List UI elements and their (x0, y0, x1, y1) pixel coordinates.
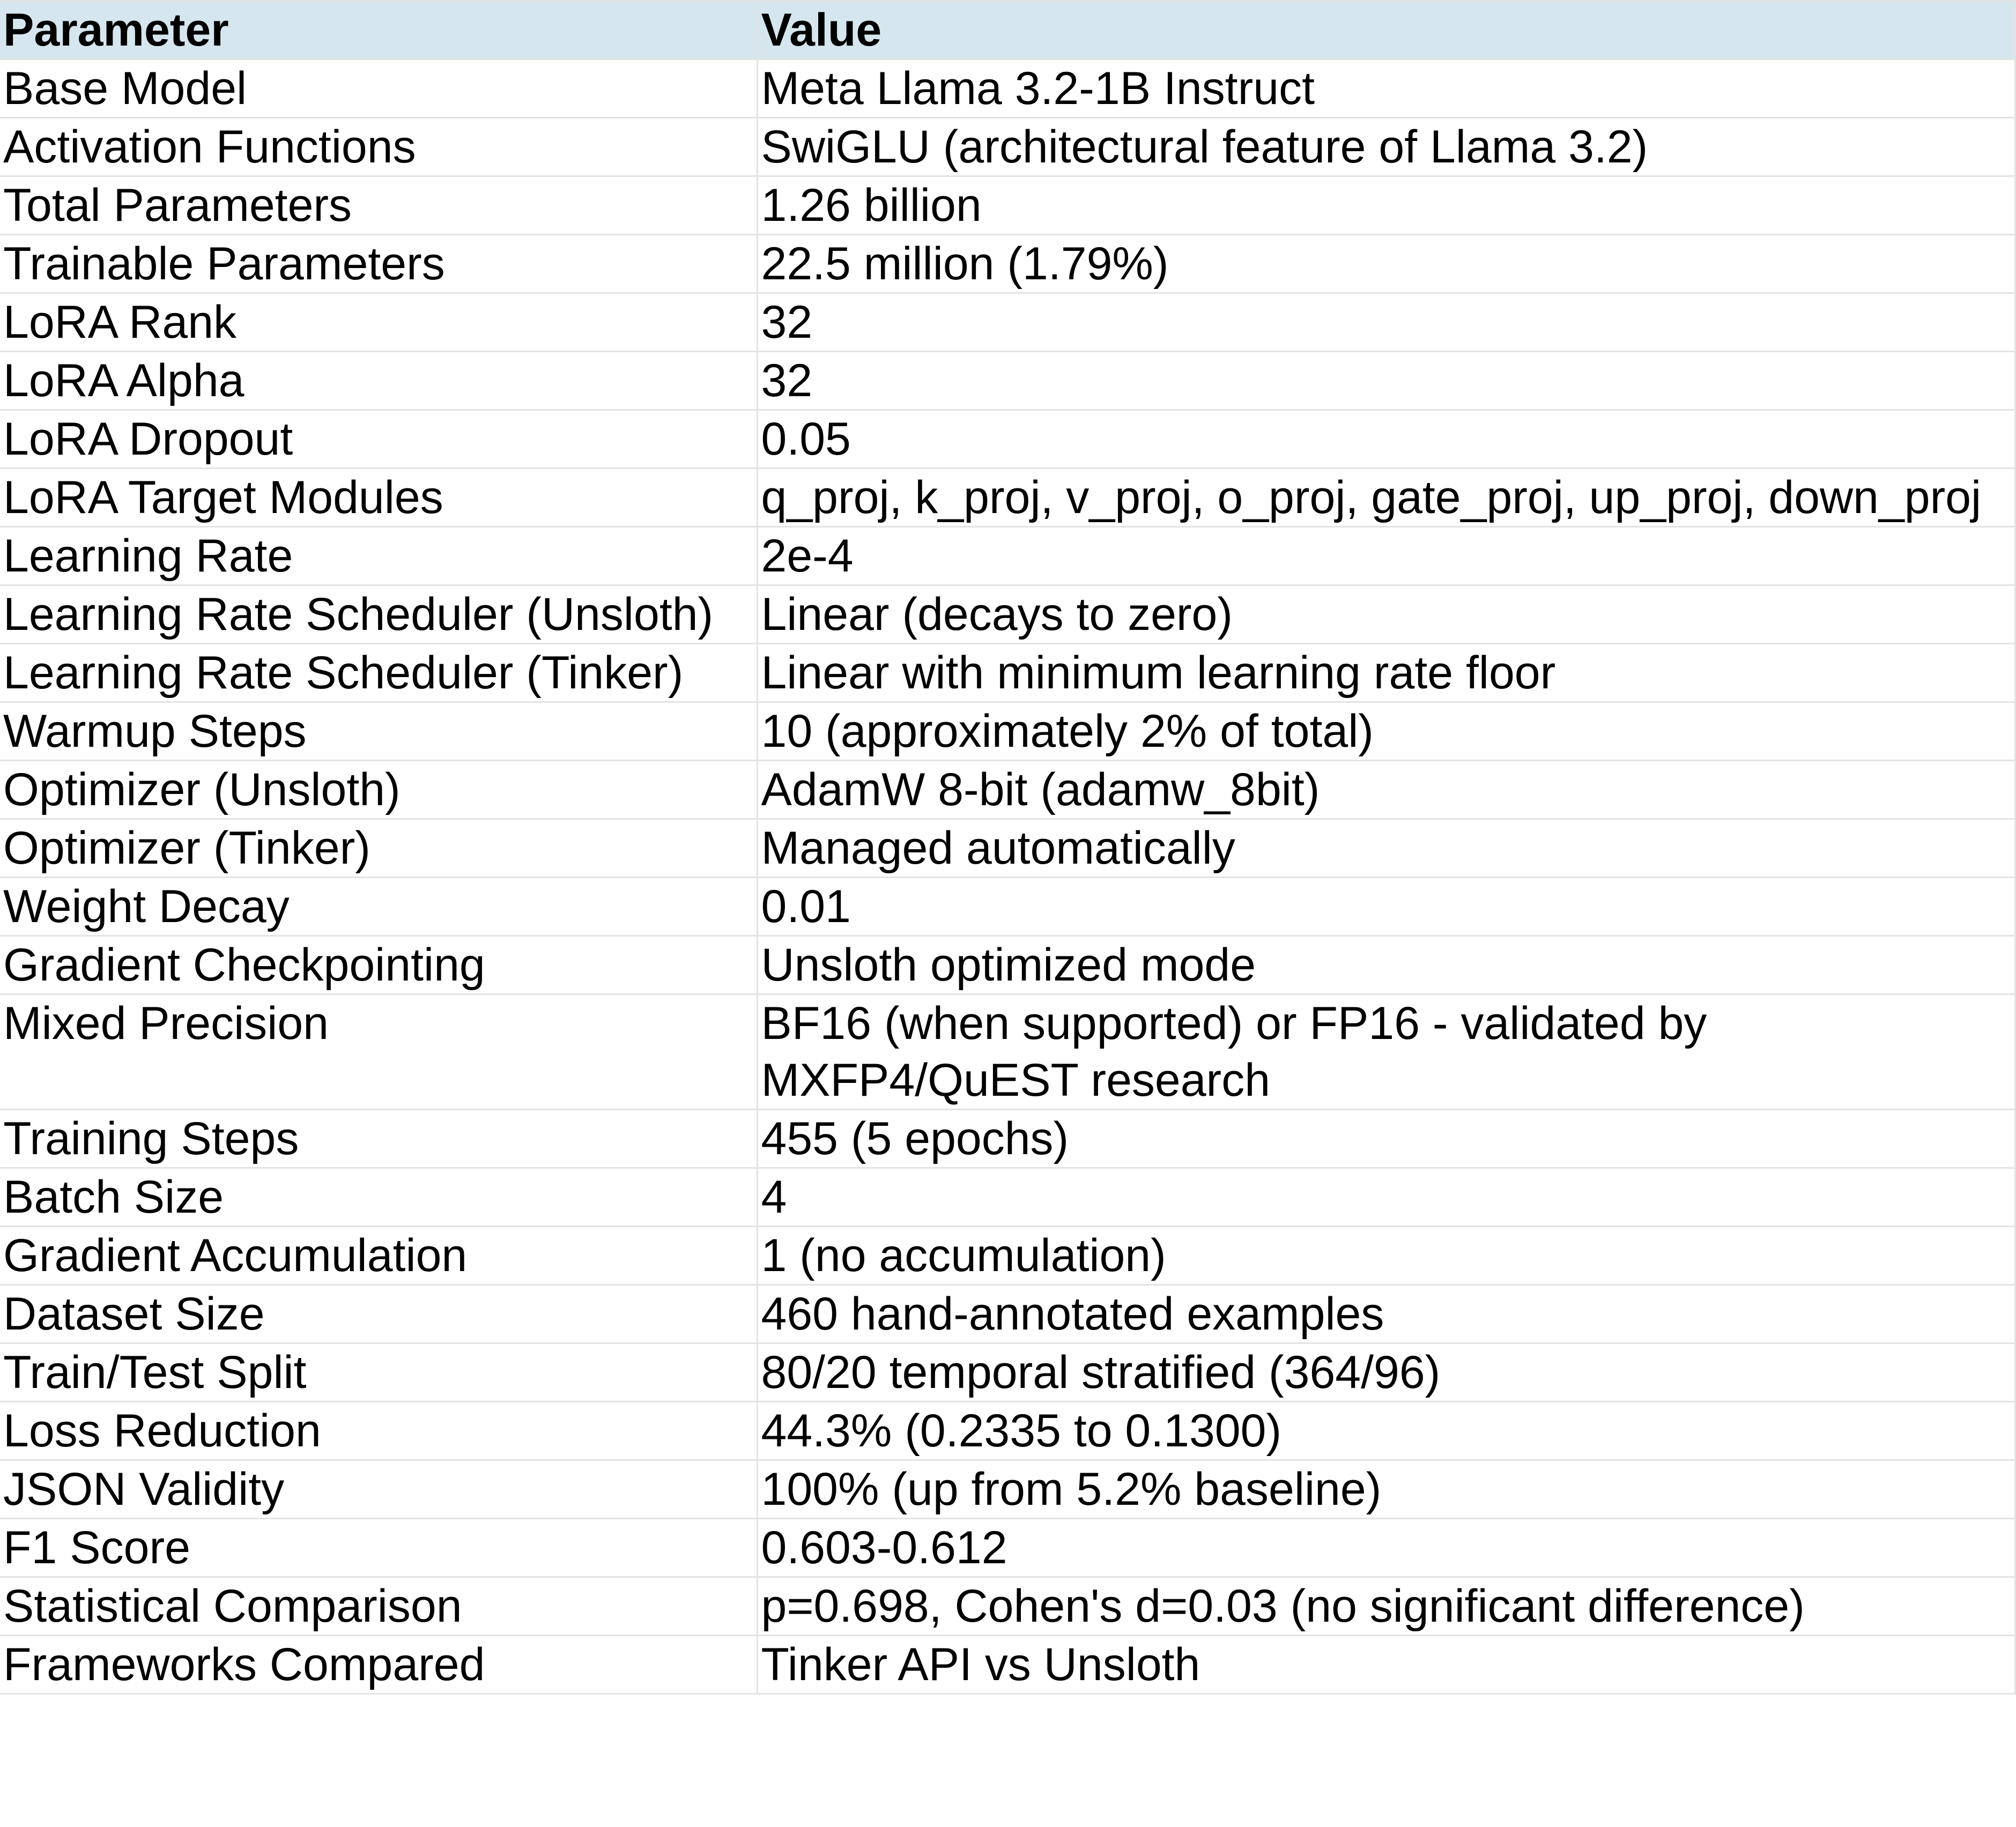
value-cell[interactable]: 1 (no accumulation) (757, 1227, 2015, 1285)
table-row (0, 1227, 2015, 1285)
value-cell[interactable]: 80/20 temporal stratified (364/96) (757, 1343, 2015, 1402)
table-row (0, 819, 2015, 878)
value-cell[interactable]: 22.5 million (1.79%) (757, 235, 2015, 293)
value-cell[interactable]: 455 (5 epochs) (757, 1110, 2015, 1168)
table-row (0, 1168, 2015, 1227)
parameter-cell[interactable]: Learning Rate Scheduler (Tinker) (0, 644, 757, 702)
table-row (0, 410, 2015, 469)
value-cell[interactable]: Linear (decays to zero) (757, 585, 2015, 644)
parameter-cell[interactable]: Gradient Checkpointing (0, 936, 757, 994)
table-header-row (0, 1, 2015, 60)
column-header-parameter[interactable]: Parameter (0, 1, 757, 60)
value-cell[interactable]: 100% (up from 5.2% baseline) (757, 1460, 2015, 1519)
parameter-cell[interactable]: LoRA Rank (0, 293, 757, 352)
parameter-cell[interactable]: Warmup Steps (0, 702, 757, 761)
value-cell[interactable]: p=0.698, Cohen's d=0.03 (no significant difference) (757, 1577, 2015, 1636)
table-row (0, 527, 2015, 585)
value-cell[interactable]: 1.26 billion (757, 176, 2015, 235)
parameter-cell[interactable]: Trainable Parameters (0, 235, 757, 293)
value-cell[interactable]: Unsloth optimized mode (757, 936, 2015, 994)
table-row (0, 1636, 2015, 1694)
value-cell[interactable]: 460 hand-annotated examples (757, 1285, 2015, 1343)
value-cell[interactable]: SwiGLU (architectural feature of Llama 3.2) (757, 118, 2015, 176)
value-cell[interactable]: Linear with minimum learning rate floor (757, 644, 2015, 702)
value-cell[interactable]: 2e-4 (757, 527, 2015, 585)
parameter-cell[interactable]: Gradient Accumulation (0, 1227, 757, 1285)
value-cell[interactable]: Managed automatically (757, 819, 2015, 878)
parameter-cell[interactable]: Loss Reduction (0, 1402, 757, 1460)
table-row (0, 1519, 2015, 1577)
parameter-cell[interactable]: Total Parameters (0, 176, 757, 235)
table-row (0, 469, 2015, 527)
parameter-cell[interactable]: Activation Functions (0, 118, 757, 176)
table-row (0, 235, 2015, 293)
table-row (0, 644, 2015, 702)
table-row (0, 1343, 2015, 1402)
parameter-cell[interactable]: Optimizer (Unsloth) (0, 761, 757, 819)
parameter-cell[interactable]: Frameworks Compared (0, 1636, 757, 1694)
value-cell[interactable]: 0.05 (757, 410, 2015, 469)
table-row (0, 1110, 2015, 1168)
parameter-cell[interactable]: Train/Test Split (0, 1343, 757, 1402)
parameter-cell[interactable]: Weight Decay (0, 878, 757, 936)
table-row (0, 60, 2015, 118)
parameter-cell[interactable]: Dataset Size (0, 1285, 757, 1343)
table-row (0, 878, 2015, 936)
value-cell[interactable]: Tinker API vs Unsloth (757, 1636, 2015, 1694)
column-header-value[interactable]: Value (757, 1, 2015, 60)
parameter-cell[interactable]: F1 Score (0, 1519, 757, 1577)
parameter-cell[interactable]: Base Model (0, 60, 757, 118)
parameter-cell[interactable]: LoRA Target Modules (0, 469, 757, 527)
table-body (0, 60, 2015, 1694)
parameter-cell[interactable]: LoRA Dropout (0, 410, 757, 469)
parameter-cell[interactable]: Training Steps (0, 1110, 757, 1168)
parameter-cell[interactable]: LoRA Alpha (0, 352, 757, 410)
table-row (0, 176, 2015, 235)
value-cell[interactable]: 32 (757, 352, 2015, 410)
table-row (0, 1285, 2015, 1343)
table-row (0, 352, 2015, 410)
value-cell[interactable]: 4 (757, 1168, 2015, 1227)
parameter-cell[interactable]: Optimizer (Tinker) (0, 819, 757, 878)
table-row (0, 702, 2015, 761)
parameter-cell[interactable]: Mixed Precision (0, 994, 757, 1110)
table-row (0, 1577, 2015, 1636)
value-cell[interactable]: 10 (approximately 2% of total) (757, 702, 2015, 761)
value-cell[interactable]: q_proj, k_proj, v_proj, o_proj, gate_proj, up_proj, down_proj (757, 469, 2015, 527)
parameter-cell[interactable]: Batch Size (0, 1168, 757, 1227)
value-cell[interactable]: 44.3% (0.2335 to 0.1300) (757, 1402, 2015, 1460)
parameter-cell[interactable]: JSON Validity (0, 1460, 757, 1519)
table-row (0, 585, 2015, 644)
value-cell[interactable]: 0.603-0.612 (757, 1519, 2015, 1577)
table-row (0, 293, 2015, 352)
value-cell[interactable]: 0.01 (757, 878, 2015, 936)
table-row (0, 1460, 2015, 1519)
table-row (0, 761, 2015, 819)
value-cell[interactable]: AdamW 8-bit (adamw_8bit) (757, 761, 2015, 819)
table-row (0, 1402, 2015, 1460)
parameter-cell[interactable]: Learning Rate Scheduler (Unsloth) (0, 585, 757, 644)
table-row (0, 936, 2015, 994)
parameter-cell[interactable]: Learning Rate (0, 527, 757, 585)
table-row (0, 994, 2015, 1110)
parameter-cell[interactable]: Statistical Comparison (0, 1577, 757, 1636)
table-row (0, 118, 2015, 176)
value-cell[interactable]: 32 (757, 293, 2015, 352)
value-cell[interactable]: BF16 (when supported) or FP16 - validated by MXFP4/QuEST research (757, 994, 2015, 1110)
value-cell[interactable]: Meta Llama 3.2-1B Instruct (757, 60, 2015, 118)
